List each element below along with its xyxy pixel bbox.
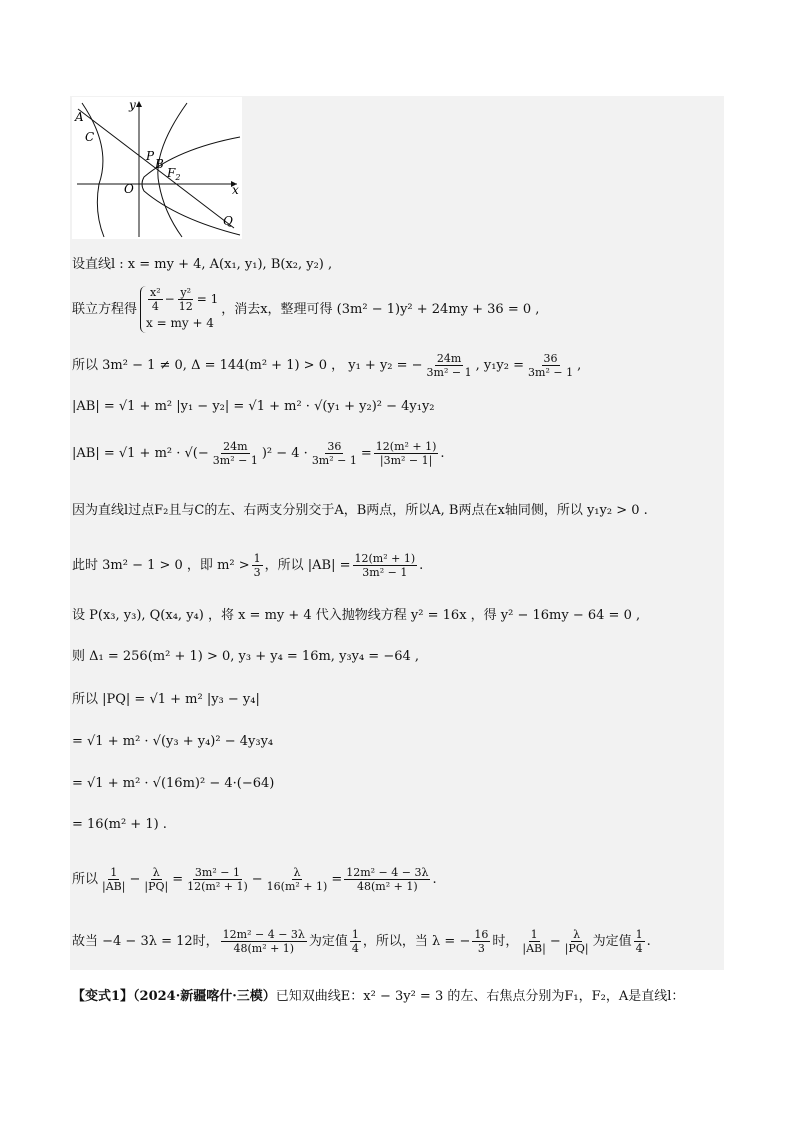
variant-text: 已知双曲线E：x² − 3y² = 3 的左、右焦点分别为F₁，F₂，A是直线l：: [275, 989, 685, 1004]
line-pq-result: = 16(m² + 1) .: [72, 817, 167, 832]
label-x: x: [232, 183, 239, 197]
variant-tag: 【变式1】: [72, 989, 134, 1004]
label-y: y: [129, 98, 136, 112]
label-O: O: [124, 182, 134, 196]
line-m-condition: 此时 3m² − 1 > 0 ，即 m² > $\frac{1}{3}$ ，所以 |AB| = $\frac{\text{12(m² + 1)}}{\text{3m² − 1}}$ .: [72, 552, 424, 579]
y-axis-arrow: [136, 101, 142, 107]
label-P: P: [146, 149, 155, 163]
line-set-pq: 设 P(x₃, y₃), Q(x₄, y₄) ，将 x = my + 4 代入抛物线方程 y² = 16x ，得 y² − 16my − 64 = 0 ,: [72, 608, 641, 623]
system-row-1: $\frac{\text{x²}}{4}$ − $\frac{\text{y²}}{12}$ = 1: [150, 286, 219, 313]
label-Q: Q: [223, 214, 233, 228]
line-pq-step1: = √1 + m² · √(y₃ + y₄)² − 4y₃y₄: [72, 734, 274, 749]
label-C: C: [85, 130, 95, 144]
line-expression: 所以 $\frac{1}{|AB|}$ − $\frac{\lambda}{|PQ|}$ = $\frac{\text{3m² − 1}}{\text{12(m² + 1)}}$ − $\frac{\lambda}{\text{16(m² + 1)}}$ = $\frac{\text{12m² − 4 − 3λ}}{\text{48(m² + 1)}}$ .: [72, 866, 437, 893]
line-ab-value: |AB| = √1 + m² · √(− $\frac{24m}{\text{3m² − 1}}$ )² − 4 · $\frac{36}{\text{3m² − 1}}$ = $\frac{\text{12(m² + 1)}}{\text{|3m² − 1|}}$ .: [72, 440, 445, 467]
hyperbola-parabola-figure: [72, 97, 242, 239]
system-prefix: 联立方程得: [72, 302, 138, 317]
line-delta1: 则 Δ₁ = 256(m² + 1) > 0, y₃ + y₄ = 16m, y₃y₄ = −64 ,: [72, 649, 420, 664]
line-set-l: 设直线l : x = my + 4, A(x₁, y₁), B(x₂, y₂) ,: [72, 257, 333, 272]
label-B: B: [155, 157, 164, 171]
hyperbola-left-branch: [82, 103, 104, 237]
figure-svg: [72, 97, 242, 239]
line-system: [72, 286, 539, 333]
line-same-side: 因为直线l过点F₂且与C的左、右两支分别交于A，B两点，所以A, B两点在x轴同侧，所以 y₁y₂ > 0 .: [72, 503, 648, 518]
line-ab-chord: |AB| = √1 + m² |y₁ − y₂| = √1 + m² · √(y₁ + y₂)² − 4y₁y₂: [72, 399, 435, 414]
variant-source: （2024·新疆喀什·三模）: [133, 989, 276, 1004]
line-pq-chord: 所以 |PQ| = √1 + m² |y₃ − y₄|: [72, 692, 260, 707]
variant-problem-1: [72, 985, 684, 1004]
line-vieta: 所以 3m² − 1 ≠ 0, Δ = 144(m² + 1) > 0 ， y₁ + y₂ = − $\frac{24m}{\text{3m² − 1}}$ , y₁y₂ = $\frac{36}{\text{3m² − 1}}$ ,: [72, 352, 582, 379]
label-A: A: [75, 110, 84, 124]
system-suffix: ，消去x，整理可得 (3m² − 1)y² + 24my + 36 = 0 ,: [221, 302, 540, 317]
equation-system: [140, 286, 218, 333]
line-conclusion: 故当 −4 − 3λ = 12时， $\frac{\text{12m² − 4 − 3λ}}{\text{48(m² + 1)}}$ 为定值 $\frac{1}{4}$ ，所以，当 λ = − $\frac{16}{3}$ 时， $\frac{1}{|AB|}$ − $\frac{\lambda}{|PQ|}$ 为定值 $\frac{1}{4}$ .: [72, 928, 651, 955]
line-pq-step2: = √1 + m² · √(16m)² − 4·(−64): [72, 776, 275, 791]
system-row-2: x = my + 4: [146, 316, 214, 330]
label-F2: $F_2$: [167, 166, 181, 182]
